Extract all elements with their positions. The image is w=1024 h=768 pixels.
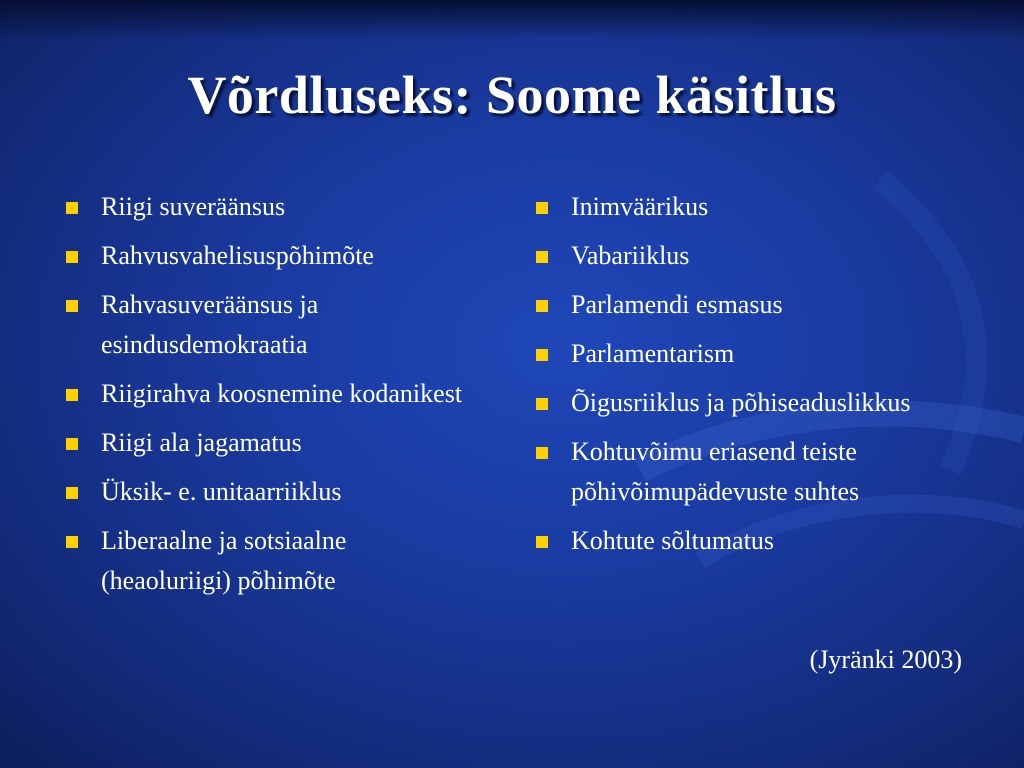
square-bullet-icon [536, 447, 548, 459]
square-bullet-icon [536, 202, 548, 214]
square-bullet-icon [66, 300, 78, 312]
list-item-text: Inimväärikus [571, 192, 709, 221]
list-item [532, 236, 962, 276]
square-bullet-icon [66, 536, 78, 548]
list-item [62, 187, 482, 227]
square-bullet-icon [536, 300, 548, 312]
square-bullet-icon [536, 536, 548, 548]
slide-title: Võrdluseks: Soome käsitlus [187, 65, 837, 125]
list-item [532, 383, 962, 423]
list-item [532, 432, 962, 512]
list-item-text: Riigi suveräänsus [101, 192, 286, 221]
square-bullet-icon [66, 202, 78, 214]
citation: (Jyränki 2003) [809, 645, 962, 674]
list-item-text: Õigusriiklus ja põhiseaduslikkus [571, 388, 911, 417]
left-bullet-list [62, 187, 482, 610]
list-item [532, 285, 962, 325]
list-item-text: Liberaalne ja sotsiaalne (heaoluriigi) põhimõte [101, 526, 347, 595]
list-item [62, 285, 482, 365]
list-item-text: Riigi ala jagamatus [101, 428, 302, 457]
square-bullet-icon [66, 487, 78, 499]
list-item [62, 423, 482, 463]
square-bullet-icon [536, 349, 548, 361]
list-item [62, 236, 482, 276]
square-bullet-icon [66, 251, 78, 263]
right-bullet-list [532, 187, 962, 570]
list-item [62, 521, 482, 601]
square-bullet-icon [66, 389, 78, 401]
list-item [532, 187, 962, 227]
list-item-text: Kohtute sõltumatus [571, 526, 774, 555]
list-item-text: Vabariiklus [571, 241, 690, 270]
list-item-text: Üksik- e. unitaarriiklus [101, 477, 342, 506]
list-item [532, 334, 962, 374]
square-bullet-icon [536, 251, 548, 263]
list-item [532, 521, 962, 561]
list-item [62, 374, 482, 414]
list-item-text: Rahvasuveräänsus ja esindusdemokraatia [101, 290, 319, 359]
list-item-text: Parlamendi esmasus [571, 290, 783, 319]
square-bullet-icon [536, 398, 548, 410]
list-item [62, 472, 482, 512]
list-item-text: Rahvusvahelisuspõhimõte [101, 241, 374, 270]
list-item-text: Kohtuvõimu eriasend teiste põhivõimupädevuste suhtes [571, 437, 860, 506]
square-bullet-icon [66, 438, 78, 450]
list-item-text: Riigirahva koosnemine kodanikest [101, 379, 463, 408]
list-item-text: Parlamentarism [571, 339, 735, 368]
